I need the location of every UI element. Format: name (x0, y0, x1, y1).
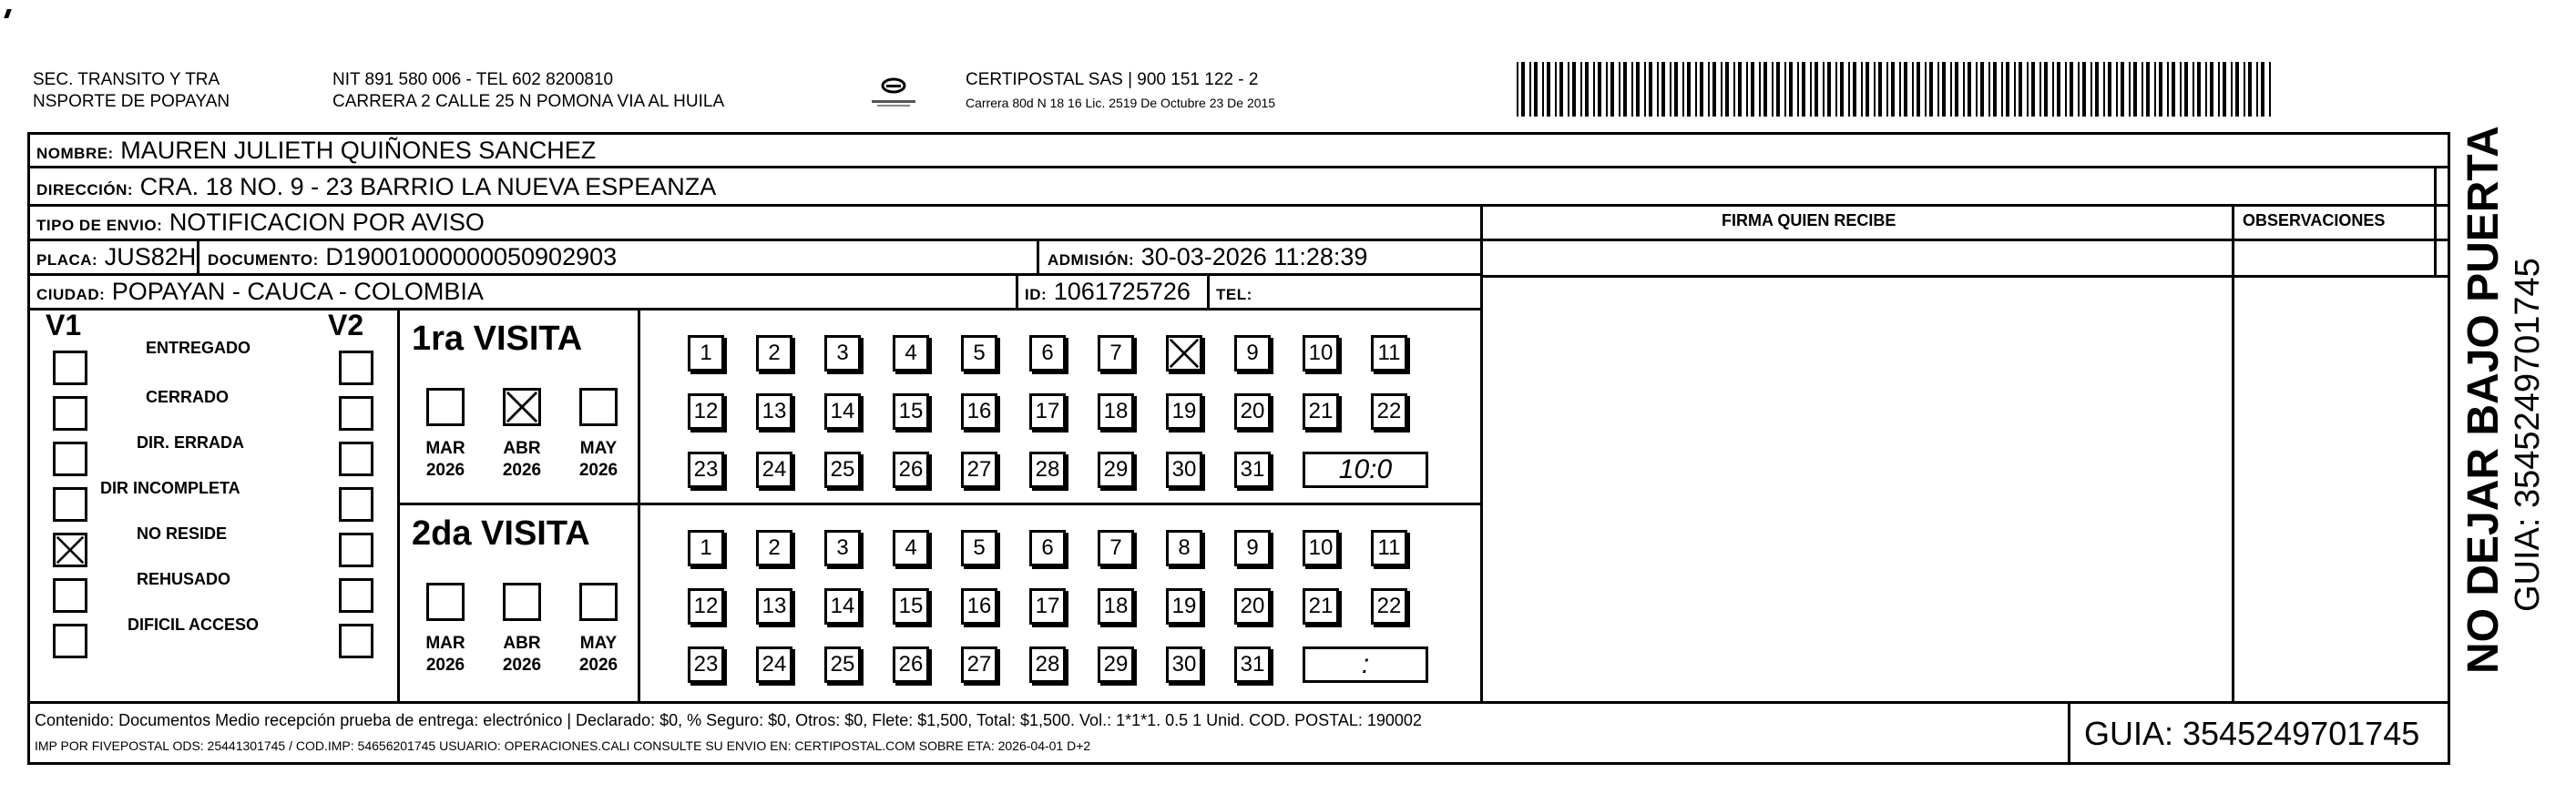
reason-label: NO RESIDE (137, 524, 228, 543)
second-visit-month-checkbox[interactable] (426, 583, 465, 621)
id-value: 1061725726 (1053, 278, 1191, 305)
first-visit-day-11[interactable]: 11 (1371, 335, 1407, 371)
admision-value: 30-03-2026 11:28:39 (1140, 243, 1368, 270)
second-visit-day-7[interactable]: 7 (1098, 530, 1134, 566)
first-visit-day-12[interactable]: 12 (688, 393, 724, 430)
first-visit-day-13[interactable]: 13 (756, 393, 792, 430)
second-visit-time-field[interactable]: : (1303, 646, 1428, 683)
tel-cell (1216, 278, 1252, 309)
first-visit-day-3[interactable]: 3 (824, 335, 861, 371)
v2-checkbox[interactable] (339, 396, 373, 431)
second-visit-day-1[interactable]: 1 (688, 530, 724, 566)
second-visit-month-label: MAR (425, 634, 465, 653)
reason-label: ENTREGADO (146, 339, 251, 357)
v2-label: V2 (328, 309, 364, 341)
barcode-icon (1517, 62, 2277, 117)
first-visit-day-21[interactable]: 21 (1303, 393, 1339, 430)
v2-checkbox[interactable] (339, 624, 373, 658)
first-visit-day-20[interactable]: 20 (1234, 393, 1271, 430)
first-visit-day-4[interactable]: 4 (893, 335, 929, 371)
first-visit-day-10[interactable]: 10 (1303, 335, 1339, 371)
tipo-envio-label: TIPO DE ENVIO: (36, 217, 163, 234)
v2-checkbox[interactable] (339, 533, 373, 567)
second-visit-day-12[interactable]: 12 (688, 588, 724, 625)
second-visit-day-9[interactable]: 9 (1234, 530, 1271, 566)
reason-label: DIFICIL ACCESO (128, 616, 260, 634)
second-visit-day-27[interactable]: 27 (961, 646, 997, 683)
first-visit-year-label: 2026 (502, 461, 542, 480)
nombre-label: NOMBRE: (36, 145, 114, 162)
second-visit-day-13[interactable]: 13 (756, 588, 792, 625)
second-visit-month-checkbox[interactable] (579, 583, 618, 621)
second-visit-month-label: ABR (503, 634, 541, 653)
first-visit-day-2[interactable]: 2 (756, 335, 792, 371)
reason-label: CERRADO (146, 388, 230, 406)
first-visit-month-checkbox[interactable] (503, 388, 541, 426)
side-guia: GUIA: 3545249701745 (2509, 258, 2547, 612)
second-visit-day-22[interactable]: 22 (1371, 588, 1407, 625)
first-visit-month-checkbox[interactable] (579, 388, 618, 426)
second-visit-month-checkbox[interactable] (503, 583, 541, 621)
second-visit-day-6[interactable]: 6 (1029, 530, 1066, 566)
first-visit-month-label: MAR (425, 439, 465, 458)
first-visit-day-17[interactable]: 17 (1029, 393, 1066, 430)
first-visit-day-29[interactable]: 29 (1098, 452, 1134, 488)
direccion-row (36, 173, 716, 204)
documento-value: D19001000000050902903 (325, 243, 618, 270)
carrier-line2: Carrera 80d N 18 16 Lic. 2519 De Octubre 23 De 2015 (966, 96, 1276, 110)
second-visit-day-30[interactable]: 30 (1166, 646, 1202, 683)
second-visit-day-5[interactable]: 5 (961, 530, 997, 566)
first-visit-day-28[interactable]: 28 (1029, 452, 1066, 488)
second-visit-day-23[interactable]: 23 (688, 646, 724, 683)
no-dejar-bajo-puerta: NO DEJAR BAJO PUERTA (2459, 126, 2508, 674)
first-visit-day-23[interactable]: 23 (688, 452, 724, 488)
second-visit-day-28[interactable]: 28 (1029, 646, 1066, 683)
sender-line1: SEC. TRANSITO Y TRA (33, 70, 220, 89)
first-visit-time-field[interactable]: 10:0 (1303, 452, 1428, 488)
v1-checkbox[interactable] (53, 578, 87, 613)
id-label: ID: (1025, 286, 1048, 303)
second-visit-day-11[interactable]: 11 (1371, 530, 1407, 566)
corner-mark (4, 9, 12, 18)
direccion-label: DIRECCIÓN: (36, 181, 134, 198)
second-visit-day-2[interactable]: 2 (756, 530, 792, 566)
first-visit-day-30[interactable]: 30 (1166, 452, 1202, 488)
firma-label: FIRMA QUIEN RECIBE (1722, 211, 1896, 229)
second-visit-month-label: MAY (579, 634, 618, 653)
v1-checkbox[interactable] (53, 624, 87, 658)
admision-label: ADMISIÓN: (1048, 251, 1135, 269)
second-visit-year-label: 2026 (425, 656, 465, 675)
first-visit-day-14[interactable]: 14 (824, 393, 861, 430)
tipo-envio-value: NOTIFICACION POR AVISO (169, 209, 485, 236)
footer-print-line: IMP POR FIVEPOSTAL ODS: 25441301745 / COD.IMP: 54656201745 USUARIO: OPERACIONES.CALI CONSULTE SU ENVIO EN: CERTIPOSTAL.COM SOBRE ETA: 2026-04-01 D+2 (35, 738, 1091, 753)
v1-checkbox[interactable] (53, 351, 87, 385)
first-visit-month-label: MAY (579, 439, 618, 458)
second-visit-day-15[interactable]: 15 (893, 588, 929, 625)
first-visit-day-22[interactable]: 22 (1371, 393, 1407, 430)
nombre-value: MAUREN JULIETH QUIÑONES SANCHEZ (120, 137, 597, 164)
nit-line: NIT 891 580 006 - TEL 602 8200810 (332, 70, 614, 89)
second-visit-day-31[interactable]: 31 (1234, 646, 1271, 683)
v1-checkbox[interactable] (53, 396, 87, 431)
second-visit-day-29[interactable]: 29 (1098, 646, 1134, 683)
first-visit-day-9[interactable]: 9 (1234, 335, 1271, 371)
signature-area[interactable] (1483, 278, 2232, 701)
v1-label: V1 (46, 309, 82, 341)
second-visit-day-19[interactable]: 19 (1166, 588, 1202, 625)
observaciones-label: OBSERVACIONES (2243, 211, 2386, 229)
first-visit-day-5[interactable]: 5 (961, 335, 997, 371)
carrier-line1: CERTIPOSTAL SAS | 900 151 122 - 2 (966, 70, 1259, 89)
second-visit-day-18[interactable]: 18 (1098, 588, 1134, 625)
second-visit-day-21[interactable]: 21 (1303, 588, 1339, 625)
footer-content-line: Contenido: Documentos Medio recepción prueba de entrega: electrónico | Declarado: $0, % Seguro: $0, Otros: $0, Flete: $1,500, Total: $1,500. Vol.: 1*1*1. 0.5 1 Unid. COD. POSTAL: 190002 (35, 711, 1422, 729)
first-visit-day-7[interactable]: 7 (1098, 335, 1134, 371)
observations-area[interactable] (2234, 278, 2450, 701)
placa-cell (36, 243, 196, 274)
certipostal-logo-icon (870, 73, 917, 111)
first-visit-title: 1ra VISITA (412, 320, 583, 358)
second-visit-day-8[interactable]: 8 (1166, 530, 1202, 566)
placa-value: JUS82H (104, 243, 197, 270)
first-visit-day-27[interactable]: 27 (961, 452, 997, 488)
v1-checkbox[interactable] (53, 487, 87, 522)
second-visit-day-24[interactable]: 24 (756, 646, 792, 683)
second-visit-title: 2da VISITA (412, 514, 590, 553)
placa-label: PLACA: (36, 251, 98, 269)
ciudad-value: POPAYAN - CAUCA - COLOMBIA (111, 278, 484, 305)
documento-label: DOCUMENTO: (208, 251, 319, 269)
sender-line2: NSPORTE DE POPAYAN (33, 92, 230, 111)
tel-label: TEL: (1216, 286, 1252, 303)
v2-checkbox[interactable] (339, 578, 373, 613)
second-visit-day-16[interactable]: 16 (961, 588, 997, 625)
second-visit-day-14[interactable]: 14 (824, 588, 861, 625)
first-visit-year-label: 2026 (425, 461, 465, 480)
first-visit-day-1[interactable]: 1 (688, 335, 724, 371)
reason-label: DIR. ERRADA (137, 433, 245, 452)
v2-checkbox[interactable] (339, 487, 373, 522)
first-visit-month-label: ABR (503, 439, 541, 458)
first-visit-day-31[interactable]: 31 (1234, 452, 1271, 488)
v2-checkbox[interactable] (339, 442, 373, 476)
first-visit-month-checkbox[interactable] (426, 388, 465, 426)
first-visit-day-18[interactable]: 18 (1098, 393, 1134, 430)
second-visit-day-3[interactable]: 3 (824, 530, 861, 566)
nombre-row (36, 137, 596, 168)
footer-guia: GUIA: 3545249701745 (2084, 715, 2420, 752)
second-visit-day-26[interactable]: 26 (893, 646, 929, 683)
admision-cell (1048, 243, 1367, 274)
tipo-envio-row (36, 209, 485, 239)
second-visit-day-17[interactable]: 17 (1029, 588, 1066, 625)
v2-checkbox[interactable] (339, 351, 373, 385)
direccion-value: CRA. 18 NO. 9 - 23 BARRIO LA NUEVA ESPEANZA (139, 173, 717, 200)
second-visit-year-label: 2026 (578, 656, 618, 675)
address-line: CARRERA 2 CALLE 25 N POMONA VIA AL HUILA (332, 92, 725, 111)
first-visit-day-15[interactable]: 15 (893, 393, 929, 430)
ciudad-label: CIUDAD: (36, 286, 106, 303)
reason-label: DIR INCOMPLETA (100, 479, 240, 497)
second-visit-year-label: 2026 (502, 656, 542, 675)
second-visit-day-4[interactable]: 4 (893, 530, 929, 566)
second-visit-day-25[interactable]: 25 (824, 646, 861, 683)
ciudad-cell (36, 278, 484, 309)
first-visit-day-25[interactable]: 25 (824, 452, 861, 488)
v1-checkbox[interactable] (53, 442, 87, 476)
first-visit-day-26[interactable]: 26 (893, 452, 929, 488)
documento-cell (208, 243, 617, 274)
first-visit-day-6[interactable]: 6 (1029, 335, 1066, 371)
first-visit-day-19[interactable]: 19 (1166, 393, 1202, 430)
v1-checkbox[interactable] (53, 533, 87, 567)
first-visit-day-8[interactable] (1166, 335, 1202, 371)
first-visit-day-24[interactable]: 24 (756, 452, 792, 488)
first-visit-day-16[interactable]: 16 (961, 393, 997, 430)
second-visit-day-10[interactable]: 10 (1303, 530, 1339, 566)
second-visit-day-20[interactable]: 20 (1234, 588, 1271, 625)
reason-label: REHUSADO (137, 570, 231, 588)
first-visit-year-label: 2026 (578, 461, 618, 480)
id-cell (1025, 278, 1191, 309)
